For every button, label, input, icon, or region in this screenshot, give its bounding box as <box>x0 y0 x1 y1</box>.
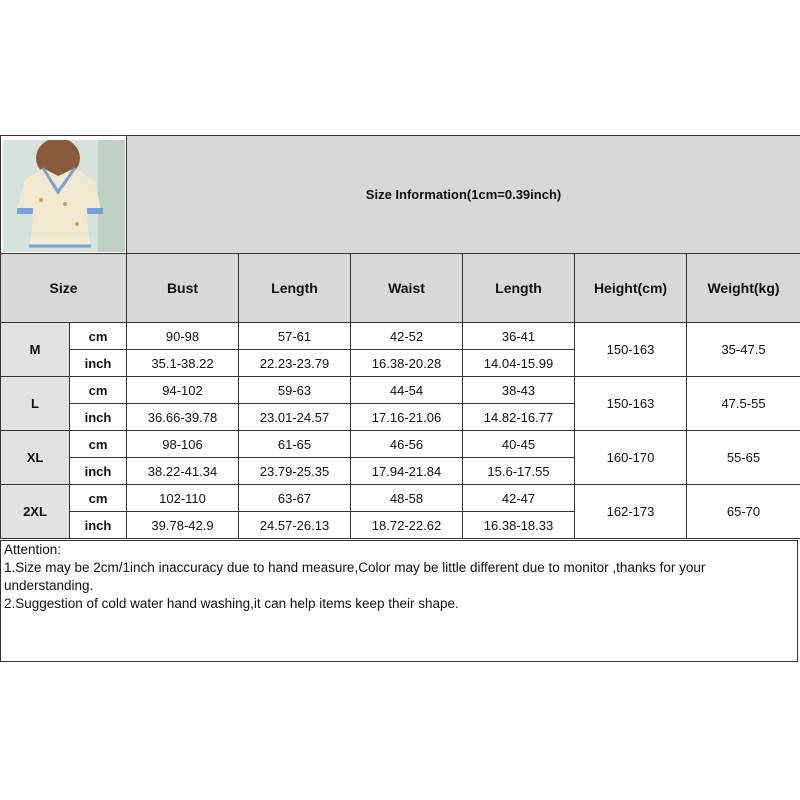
unit-label: inch <box>70 458 127 485</box>
header-height: Height(cm) <box>575 254 687 323</box>
length-value: 22.23-23.79 <box>239 350 351 377</box>
size-chart <box>0 135 800 663</box>
header-length-2: Length <box>463 254 575 323</box>
product-photo <box>3 140 125 252</box>
unit-label: cm <box>70 377 127 404</box>
header-bust: Bust <box>127 254 239 323</box>
bust-value: 98-106 <box>127 431 239 458</box>
bust-value: 90-98 <box>127 323 239 350</box>
height-value: 150-163 <box>575 323 687 377</box>
waist-value: 17.16-21.06 <box>351 404 463 431</box>
length-2-value: 14.82-16.77 <box>463 404 575 431</box>
length-value: 63-67 <box>239 485 351 512</box>
weight-value: 65-70 <box>687 485 800 539</box>
length-value: 23.79-25.35 <box>239 458 351 485</box>
height-value: 162-173 <box>575 485 687 539</box>
length-2-value: 14.04-15.99 <box>463 350 575 377</box>
weight-value: 55-65 <box>687 431 800 485</box>
waist-value: 18.72-22.62 <box>351 512 463 539</box>
bust-value: 35.1-38.22 <box>127 350 239 377</box>
length-value: 59-63 <box>239 377 351 404</box>
table-row <box>1 485 800 512</box>
note-line-1: 1.Size may be 2cm/1inch inaccuracy due to hand measure,Color may be little different due to monitor ,thanks for your understanding. <box>4 560 706 593</box>
notes-heading: Attention: <box>4 542 62 557</box>
bust-value: 36.66-39.78 <box>127 404 239 431</box>
page-title: Size Information(1cm=0.39inch) <box>127 136 800 254</box>
length-2-value: 15.6-17.55 <box>463 458 575 485</box>
weight-value: 35-47.5 <box>687 323 800 377</box>
length-value: 61-65 <box>239 431 351 458</box>
unit-label: inch <box>70 350 127 377</box>
note-line-2: 2.Suggestion of cold water hand washing,it can help items keep their shape. <box>4 596 459 611</box>
size-label: 2XL <box>1 485 70 539</box>
length-2-value: 36-41 <box>463 323 575 350</box>
header-weight: Weight(kg) <box>687 254 800 323</box>
product-photo-cell <box>1 136 127 254</box>
bust-value: 38.22-41.34 <box>127 458 239 485</box>
unit-label: cm <box>70 323 127 350</box>
length-2-value: 42-47 <box>463 485 575 512</box>
header-length: Length <box>239 254 351 323</box>
waist-value: 44-54 <box>351 377 463 404</box>
size-table <box>0 135 800 539</box>
length-value: 23.01-24.57 <box>239 404 351 431</box>
bust-value: 102-110 <box>127 485 239 512</box>
length-2-value: 40-45 <box>463 431 575 458</box>
bust-value: 39.78-42.9 <box>127 512 239 539</box>
table-row <box>1 323 800 350</box>
table-row <box>1 377 800 404</box>
size-label: L <box>1 377 70 431</box>
waist-value: 48-58 <box>351 485 463 512</box>
unit-label: inch <box>70 512 127 539</box>
height-value: 150-163 <box>575 377 687 431</box>
unit-label: inch <box>70 404 127 431</box>
height-value: 160-170 <box>575 431 687 485</box>
weight-value: 47.5-55 <box>687 377 800 431</box>
bust-value: 94-102 <box>127 377 239 404</box>
size-label: XL <box>1 431 70 485</box>
size-label: M <box>1 323 70 377</box>
length-value: 57-61 <box>239 323 351 350</box>
table-row <box>1 431 800 458</box>
header-waist: Waist <box>351 254 463 323</box>
attention-notes <box>0 540 798 662</box>
header-size: Size <box>1 254 127 323</box>
waist-value: 17.94-21.84 <box>351 458 463 485</box>
waist-value: 42-52 <box>351 323 463 350</box>
unit-label: cm <box>70 431 127 458</box>
waist-value: 16.38-20.28 <box>351 350 463 377</box>
length-value: 24.57-26.13 <box>239 512 351 539</box>
length-2-value: 38-43 <box>463 377 575 404</box>
unit-label: cm <box>70 485 127 512</box>
length-2-value: 16.38-18.33 <box>463 512 575 539</box>
waist-value: 46-56 <box>351 431 463 458</box>
